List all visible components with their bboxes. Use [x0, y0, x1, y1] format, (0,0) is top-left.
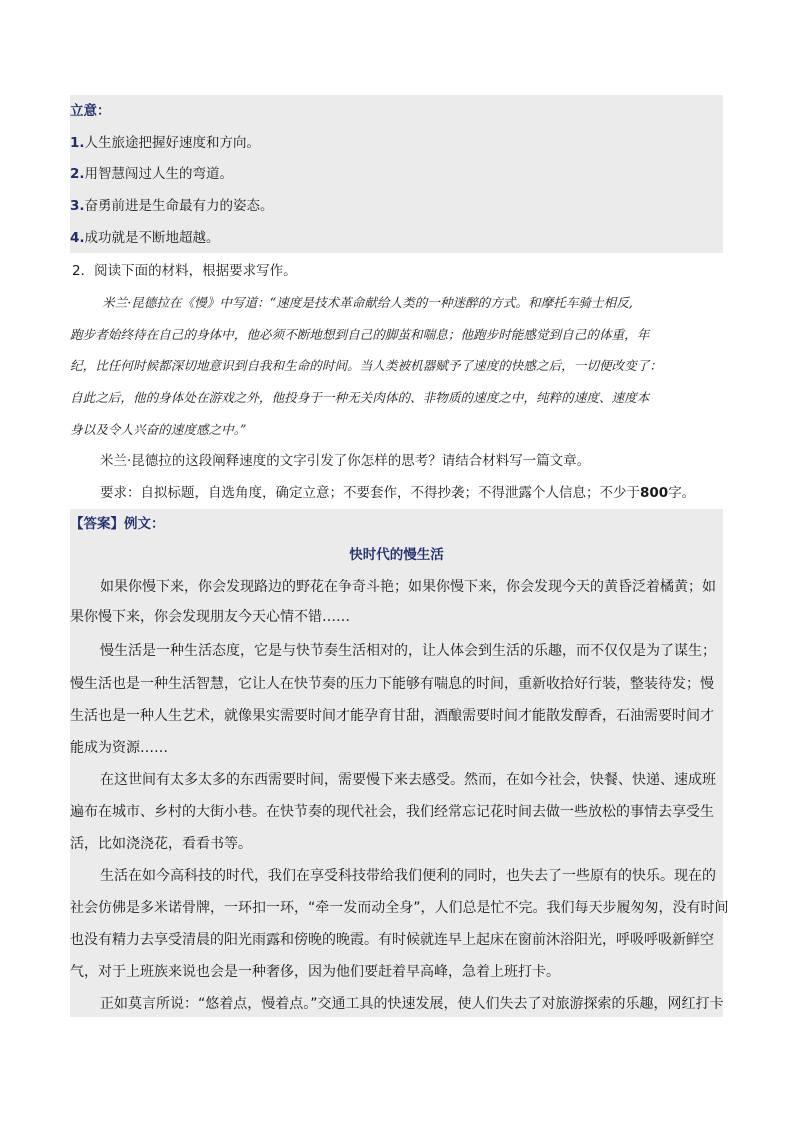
essay-line: 慢生活是一种生活态度，它是与快节奏生活相对的，让人体会到生活的乐趣，而不仅仅是为了谋生； [100, 643, 716, 659]
quote-line: 纪，比任何时候都深切地意识到自我和生命的时间。当人类被机器赋予了速度的快感之后，一切便改变了： [70, 358, 662, 373]
essay-line: 如果你慢下来，你会发现路边的野花在争奇斗艳；如果你慢下来，你会发现今天的黄昏泛着橘黄；如 [100, 579, 716, 595]
intent-item [70, 134, 723, 152]
essay-line: 在这世间有太多太多的东西需要时间，需要慢下来去感受。然而，在如今社会，快餐、快递、速成班 [100, 772, 716, 788]
intent-item-number: 1. [70, 135, 85, 151]
intent-item [70, 229, 723, 247]
question-title: 2．阅读下面的材料，根据要求写作。 [72, 263, 297, 279]
essay-line: 慢生活也是一种生活智慧，它让人在快节奏的压力下能够有喘息的时间，重新收拾好行装，整装待发；慢 [70, 676, 714, 692]
essay-line: 果你慢下来，你会发现朋友今天心情不错…… [70, 609, 350, 625]
quote-line: 跑步者始终待在自己的身体中，他必须不断地想到自己的脚茧和喘息；他跑步时能感觉到自己的体重，年 [70, 327, 650, 342]
essay-line: 能成为资源…… [70, 740, 168, 756]
essay-line: 活，比如浇浇花，看看书等。 [70, 836, 252, 852]
intent-item [70, 197, 723, 215]
essay-line: 遍布在城市、乡村的大街小巷。在快节奏的现代社会，我们经常忘记花时间去做一些放松的事情去享受生 [70, 804, 714, 820]
essay-line: 正如莫言所说：“悠着点，慢着点。”交通工具的快速发展，使人们失去了对旅游探索的乐趣，网红打卡 [100, 996, 724, 1012]
quote-line: 身以及令人兴奋的速度感之中。” [70, 422, 247, 437]
intent-item-text: 用智慧闯过人生的弯道。 [84, 166, 234, 182]
intent-item-text: 人生旅途把握好速度和方向。 [84, 135, 261, 151]
intent-item [70, 165, 723, 183]
intent-heading: 立意： [70, 103, 111, 119]
answer-label: 【答案】 [70, 516, 124, 532]
intent-item-number: 3. [70, 198, 85, 214]
essay-line: 气，对于上班族来说也会是一种奢侈，因为他们要赶着早高峰，急着上班打卡。 [70, 964, 560, 980]
essay-line: 生活也是一种人生艺术，就像果实需要时间才能孕育甘甜，酒酿需要时间才能散发醇香，石油需要时间才 [70, 708, 714, 724]
essay-line: 也没有精力去享受清晨的阳光雨露和傍晚的晚霞。有时候就连早上起床在窗前沐浴阳光，呼吸呼吸新鲜空 [70, 932, 714, 948]
essay-line: 生活在如今高科技的时代，我们在享受科技带给我们便利的同时，也失去了一些原有的快乐。现在的 [100, 868, 716, 884]
question-prompt: 米兰·昆德拉的这段阐释速度的文字引发了你怎样的思考？请结合材料写一篇文章。 [100, 453, 591, 469]
requirement-unit: 字。 [668, 485, 696, 501]
intent-item-text: 奋勇前进是生命最有力的姿态。 [84, 198, 274, 214]
requirement-text: 要求：自拟标题，自选角度，确定立意；不要套作，不得抄袭；不得泄露个人信息；不少于 [100, 485, 640, 501]
intent-item-number: 4. [70, 230, 85, 246]
requirement-word-count: 800 [640, 485, 669, 501]
answer-label-row [70, 515, 723, 533]
intent-item-number: 2. [70, 166, 85, 182]
answer-label-tail: 例文： [124, 516, 165, 532]
quote-line: 自此之后，他的身体处在游戏之外，他投身于一种无关肉体的、非物质的速度之中，纯粹的速度、速度本 [70, 390, 650, 405]
essay-line: 社会仿佛是多米诺骨牌，一环扣一环，“牵一发而动全身”，人们总是忙不完。我们每天步履匆匆，没有时间 [70, 900, 729, 916]
question-requirement [100, 484, 753, 502]
essay-title: 快时代的慢生活 [349, 547, 444, 563]
quote-line: 米兰·昆德拉在《慢》中写道：“速度是技术革命献给人类的一种迷醉的方式。和摩托车骑士相反, [102, 295, 633, 310]
intent-item-text: 成功就是不断地超越。 [84, 230, 220, 246]
